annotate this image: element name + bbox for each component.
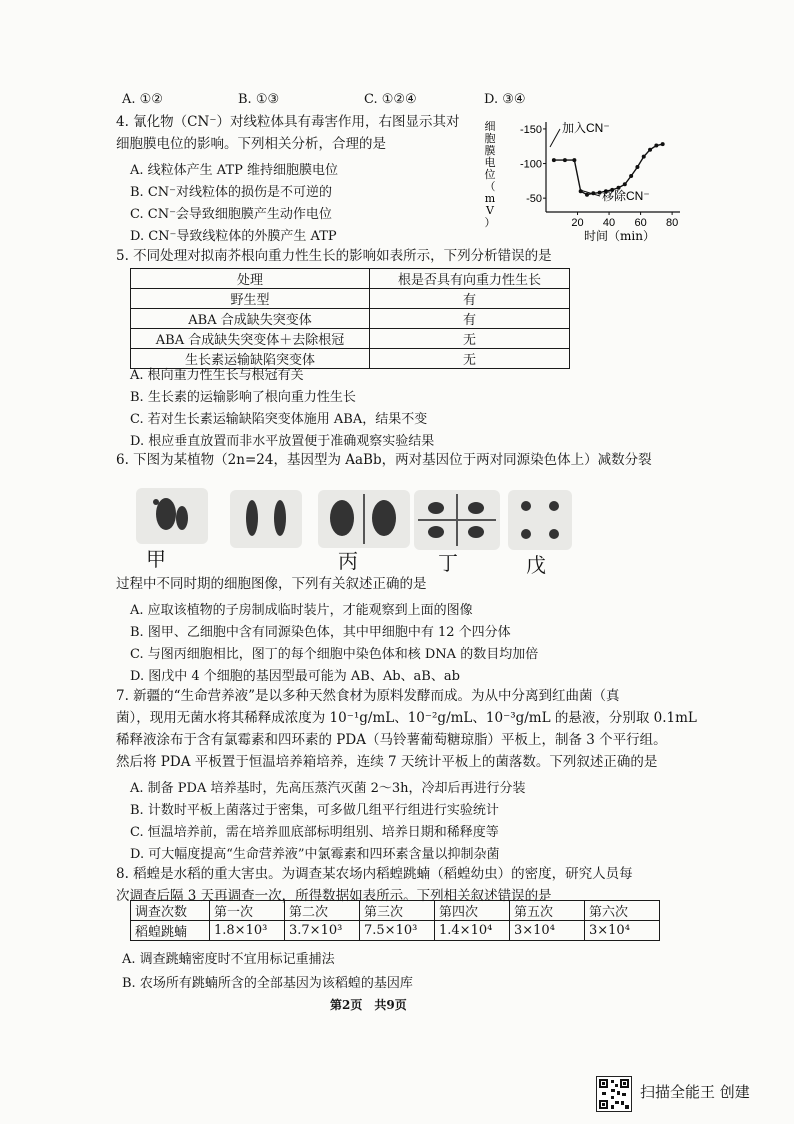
- q7-option-d: D. 可大幅度提高“生命营养液”中氯霉素和四环素含量以抑制杂菌: [130, 847, 500, 862]
- page-number: 第2页 共9页: [330, 998, 407, 1012]
- q8-cell: 1.8×10³: [210, 921, 285, 941]
- chart-x-axis-label: 时间（min）: [584, 229, 655, 243]
- q6-stem-line1: 6. 下图为某植物（2n=24，基因型为 AaBb，两对基因位于两对同源染色体上）减数分裂: [116, 452, 652, 468]
- table-row: [131, 329, 570, 349]
- data-point: [654, 144, 658, 148]
- cell-image-ding: [414, 490, 500, 550]
- y-axis-label-char: ）: [484, 216, 496, 229]
- y-axis-label-char: 电: [484, 156, 496, 169]
- q5-stem: 5. 不同处理对拟南芥根向重力性生长的影响如表所示，下列分析错误的是: [116, 248, 552, 264]
- annotation-remove-cn: 移除CN⁻: [602, 189, 650, 203]
- q8-cell: 3×10⁴: [510, 921, 585, 941]
- q5-cell: 野生型: [131, 289, 370, 309]
- q5-option-c: C. 若对生长素运输缺陷突变体施用 ABA，结果不变: [130, 412, 428, 427]
- q7-line1: 7. 新疆的“生命营养液”是以多种天然食材为原料发酵而成。为从中分离到红曲菌（真: [116, 688, 620, 704]
- q6-option-d: D. 图戊中 4 个细胞的基因型最可能为 AB、Ab、aB、ab: [130, 669, 460, 684]
- q7-line3: 稀释液涂布于含有氯霉素和四环素的 PDA（马铃薯葡萄糖琼脂）平板上，制备 3 个平行组。: [116, 732, 667, 748]
- data-point: [572, 158, 576, 162]
- data-point: [598, 191, 602, 195]
- qr-code-icon: [596, 1076, 632, 1112]
- chart-y-axis-label: [485, 120, 496, 229]
- q8-cell: 1.4×10⁴: [435, 921, 510, 941]
- cell-image-wu: [508, 490, 572, 550]
- q8-cell: 3.7×10³: [285, 921, 360, 941]
- table-row: [131, 269, 570, 289]
- image-label-bing: 丙: [338, 549, 358, 573]
- q5-cell: 有: [370, 309, 570, 329]
- data-point: [552, 158, 556, 162]
- image-label-jia: 甲: [146, 547, 166, 571]
- q5-cell: 无: [370, 349, 570, 369]
- q5-header-treatment: 处理: [131, 269, 370, 289]
- q7-option-b: B. 计数时平板上菌落过于密集，可多做几组平行组进行实验统计: [130, 803, 499, 818]
- option-prev-b: B. ①③: [238, 92, 280, 107]
- data-point: [623, 182, 627, 186]
- y-axis-label-char: 细: [484, 120, 496, 133]
- table-row: [131, 289, 570, 309]
- y-axis-label-char: 位: [484, 168, 496, 181]
- q8-option-b: B. 农场所有跳蝻所含的全部基因为该稻蝗的基因库: [122, 976, 413, 991]
- cell-image-jia: [136, 488, 208, 544]
- q5-header-result: 根是否具有向重力性生长: [370, 269, 570, 289]
- q8-line1: 8. 稻蝗是水稻的重大害虫。为调查某农场内稻蝗跳蝻（稻蝗幼虫）的密度，研究人员每: [116, 866, 633, 882]
- q8-header: 第一次: [210, 901, 285, 921]
- q4-stem-line1: 4. 氰化物（CN⁻）对线粒体具有毒害作用，右图显示其对: [116, 114, 460, 130]
- q8-cell: 7.5×10³: [360, 921, 435, 941]
- q8-header: 调查次数: [131, 901, 210, 921]
- x-tick-label: 80: [665, 217, 679, 229]
- cell-image-yi: [230, 490, 302, 548]
- q4-option-b: B. CN⁻对线粒体的损伤是不可逆的: [130, 185, 333, 200]
- q6-option-b: B. 图甲、乙细胞中含有同源染色体，其中甲细胞中有 12 个四分体: [130, 625, 511, 640]
- q8-line2: 次调查后隔 3 天再调查一次，所得数据如表所示。下列相关叙述错误的是: [116, 888, 552, 904]
- q7-line4: 然后将 PDA 平板置于恒温培养箱培养，连续 7 天统计平板上的菌落数。下列叙述正确的是: [116, 754, 658, 770]
- q8-header: 第五次: [510, 901, 585, 921]
- y-axis-label-char: 胞: [484, 132, 496, 145]
- q8-cell: 3×10⁴: [585, 921, 660, 941]
- data-point: [635, 165, 639, 169]
- q5-cell: 有: [370, 289, 570, 309]
- data-point: [585, 193, 589, 197]
- table-row: [131, 901, 660, 921]
- y-axis-label-char: 膜: [484, 144, 496, 157]
- series-line: [554, 144, 663, 195]
- q7-option-c: C. 恒温培养前，需在培养皿底部标明组别、培养日期和稀释度等: [130, 825, 499, 840]
- data-point: [563, 158, 567, 162]
- table-row: [131, 921, 660, 941]
- data-point: [642, 155, 646, 159]
- scanner-watermark: 扫描全能王 创建: [640, 1083, 750, 1101]
- q8-header: 第二次: [285, 901, 360, 921]
- q5-option-b: B. 生长素的运输影响了根向重力性生长: [130, 390, 356, 405]
- x-tick-label: 20: [571, 217, 584, 229]
- q5-cell: 生长素运输缺陷突变体: [131, 349, 370, 369]
- y-axis-label-char: （: [484, 180, 496, 193]
- q4-option-c: C. CN⁻会导致细胞膜产生动作电位: [130, 207, 332, 222]
- q8-header: 第三次: [360, 901, 435, 921]
- y-tick-label: -50: [526, 193, 542, 206]
- q8-option-a: A. 调查跳蝻密度时不宜用标记重捕法: [122, 952, 335, 967]
- q4-stem-line2: 细胞膜电位的影响。下列相关分析，合理的是: [116, 136, 386, 152]
- q5-option-d: D. 根应垂直放置而非水平放置便于准确观察实验结果: [130, 434, 435, 449]
- y-axis-label-char: m: [484, 192, 496, 205]
- membrane-potential-chart: [480, 112, 690, 246]
- data-point: [648, 148, 652, 152]
- image-label-ding: 丁: [438, 551, 458, 575]
- option-prev-d: D. ③④: [484, 92, 526, 107]
- q4-option-a: A. 线粒体产生 ATP 维持细胞膜电位: [130, 163, 339, 178]
- q8-cell: 稻蝗跳蝻: [131, 921, 210, 941]
- data-point: [629, 174, 633, 178]
- q8-header: 第四次: [435, 901, 510, 921]
- option-prev-a: A. ①②: [122, 92, 163, 107]
- q5-cell: 无: [370, 329, 570, 349]
- q5-option-a: A. 根向重力性生长与根冠有关: [130, 368, 304, 383]
- y-tick-label: -100: [519, 158, 542, 171]
- q6-stem-line2: 过程中不同时期的细胞图像，下列有关叙述正确的是: [116, 576, 427, 592]
- q8-table: [130, 900, 660, 941]
- q6-option-c: C. 与图丙细胞相比，图丁的每个细胞中染色体和核 DNA 的数目均加倍: [130, 647, 539, 662]
- q5-cell: ABA 合成缺失突变体: [131, 309, 370, 329]
- annotation-add-cn: 加入CN⁻: [562, 121, 610, 135]
- q5-cell: ABA 合成缺失突变体＋去除根冠: [131, 329, 370, 349]
- y-tick-label: -150: [519, 123, 542, 136]
- q7-option-a: A. 制备 PDA 培养基时，先高压蒸汽灭菌 2～3h，冷却后再进行分装: [130, 781, 526, 796]
- option-prev-c: C. ①②④: [364, 92, 417, 107]
- data-point: [661, 142, 665, 146]
- cell-image-bing: [318, 490, 410, 548]
- q6-option-a: A. 应取该植物的子房制成临时装片，才能观察到上面的图像: [130, 603, 473, 618]
- y-axis-label-char: V: [486, 204, 494, 217]
- q7-line2: 菌），现用无菌水将其稀释成浓度为 10⁻¹g/mL、10⁻²g/mL、10⁻³g/mL 的悬液，分别取 0.1mL: [116, 710, 697, 726]
- q5-table: [130, 268, 570, 369]
- q8-header: 第六次: [585, 901, 660, 921]
- x-tick-label: 60: [634, 217, 647, 229]
- image-label-wu: 戊: [526, 553, 546, 577]
- x-tick-label: 40: [602, 217, 616, 229]
- q4-option-d: D. CN⁻导致线粒体的外膜产生 ATP: [130, 229, 337, 244]
- table-row: [131, 309, 570, 329]
